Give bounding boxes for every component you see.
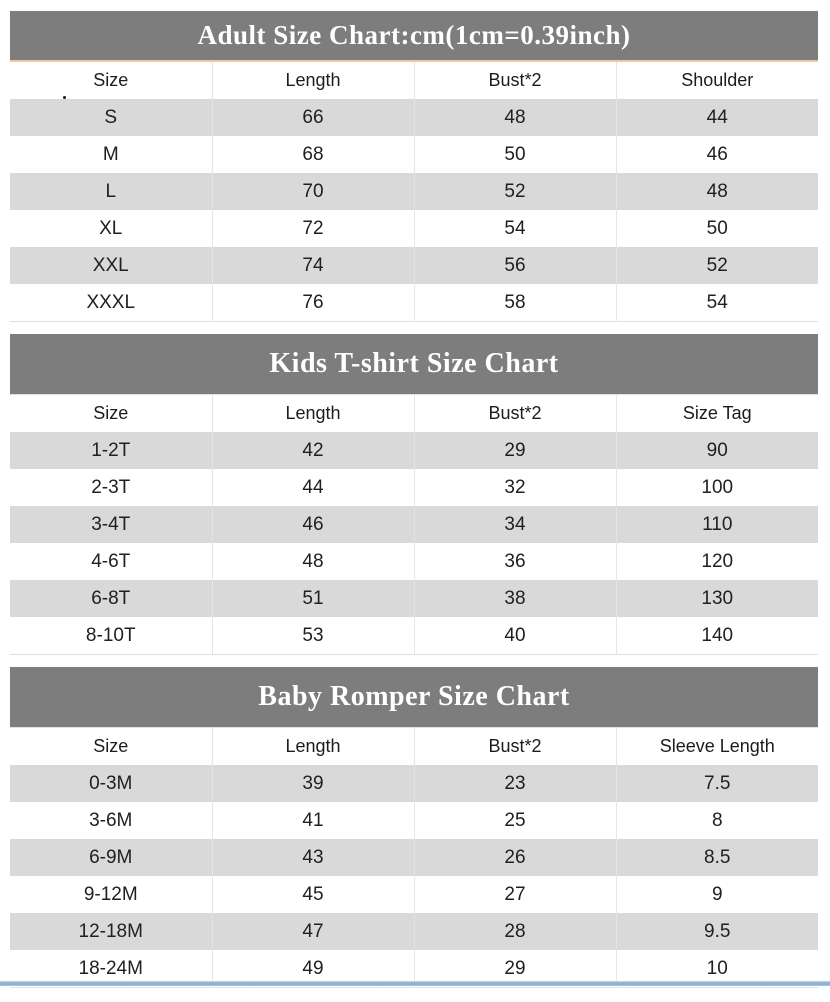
baby-size-table [10,667,818,988]
cell-size: XXL [10,247,212,284]
cell-sleeve-length: 7.5 [616,765,818,802]
cell-length: 44 [212,469,414,506]
kids-size-table [10,334,818,655]
cell-size: 6-9M [10,839,212,876]
column-header-length: Length [212,62,414,99]
cell-length: 51 [212,580,414,617]
table-row [10,839,818,876]
cell-bust: 52 [414,173,616,210]
column-header-sleeve-length: Sleeve Length [616,728,818,765]
cell-bust: 34 [414,506,616,543]
table-row [10,136,818,173]
cell-shoulder: 48 [616,173,818,210]
adult-header-row [10,62,818,99]
cell-bust: 28 [414,913,616,950]
cell-length: 49 [212,950,414,988]
column-header-shoulder: Shoulder [616,62,818,99]
cell-length: 53 [212,617,414,655]
column-header-length: Length [212,728,414,765]
stray-dot-artifact [63,96,66,99]
adult-table [10,62,818,322]
cell-bust: 27 [414,876,616,913]
cell-sleeve-length: 10 [616,950,818,988]
table-row [10,580,818,617]
cell-bust: 29 [414,950,616,988]
cell-bust: 48 [414,99,616,136]
cell-length: 47 [212,913,414,950]
cell-length: 46 [212,506,414,543]
cell-size: XXXL [10,284,212,322]
cell-size: 3-4T [10,506,212,543]
cell-size-tag: 90 [616,432,818,469]
cell-sleeve-length: 8 [616,802,818,839]
cell-size: 2-3T [10,469,212,506]
cell-shoulder: 46 [616,136,818,173]
cell-bust: 29 [414,432,616,469]
table-row [10,210,818,247]
cell-length: 39 [212,765,414,802]
table-row [10,617,818,655]
cell-size: S [10,99,212,136]
cell-sleeve-length: 8.5 [616,839,818,876]
adult-title-bar [10,11,818,62]
table-row [10,247,818,284]
cell-bust: 26 [414,839,616,876]
cell-bust: 36 [414,543,616,580]
cell-sleeve-length: 9.5 [616,913,818,950]
table-row [10,802,818,839]
cell-length: 70 [212,173,414,210]
baby-table-title: Baby Romper Size Chart [258,681,570,712]
baby-table [10,728,818,988]
table-row [10,284,818,322]
baby-header-row [10,728,818,765]
cell-bust: 54 [414,210,616,247]
table-row [10,913,818,950]
column-header-bust: Bust*2 [414,62,616,99]
cell-bust: 58 [414,284,616,322]
cell-length: 41 [212,802,414,839]
cell-size-tag: 100 [616,469,818,506]
kids-title-bar [10,334,818,395]
cell-shoulder: 44 [616,99,818,136]
cell-size: 6-8T [10,580,212,617]
table-row [10,876,818,913]
cell-bust: 25 [414,802,616,839]
bottom-accent-line [0,981,830,986]
cell-size: 0-3M [10,765,212,802]
table-row [10,765,818,802]
cell-length: 76 [212,284,414,322]
cell-size: 9-12M [10,876,212,913]
cell-length: 42 [212,432,414,469]
cell-sleeve-length: 9 [616,876,818,913]
cell-shoulder: 50 [616,210,818,247]
cell-length: 68 [212,136,414,173]
column-header-bust: Bust*2 [414,728,616,765]
cell-bust: 40 [414,617,616,655]
column-header-size: Size [10,62,212,99]
cell-bust: 50 [414,136,616,173]
column-header-size-tag: Size Tag [616,395,818,432]
cell-length: 72 [212,210,414,247]
cell-length: 43 [212,839,414,876]
cell-size: M [10,136,212,173]
column-header-size: Size [10,728,212,765]
baby-title-bar [10,667,818,728]
cell-shoulder: 54 [616,284,818,322]
cell-length: 66 [212,99,414,136]
table-row [10,432,818,469]
cell-size: 3-6M [10,802,212,839]
cell-size: 4-6T [10,543,212,580]
kids-table-title: Kids T-shirt Size Chart [269,348,559,379]
cell-size: XL [10,210,212,247]
cell-bust: 38 [414,580,616,617]
cell-bust: 56 [414,247,616,284]
cell-size-tag: 120 [616,543,818,580]
cell-size-tag: 130 [616,580,818,617]
cell-size: 8-10T [10,617,212,655]
column-header-bust: Bust*2 [414,395,616,432]
cell-size-tag: 140 [616,617,818,655]
cell-size: 12-18M [10,913,212,950]
column-header-size: Size [10,395,212,432]
cell-bust: 32 [414,469,616,506]
cell-length: 48 [212,543,414,580]
table-row [10,543,818,580]
table-row [10,506,818,543]
adult-table-title: Adult Size Chart:cm(1cm=0.39inch) [197,20,631,50]
cell-length: 45 [212,876,414,913]
cell-size: L [10,173,212,210]
adult-size-table [10,11,818,322]
cell-size: 1-2T [10,432,212,469]
kids-table [10,395,818,655]
cell-size-tag: 110 [616,506,818,543]
table-row [10,173,818,210]
cell-shoulder: 52 [616,247,818,284]
table-row [10,469,818,506]
cell-size: 18-24M [10,950,212,988]
kids-header-row [10,395,818,432]
table-row [10,99,818,136]
cell-length: 74 [212,247,414,284]
cell-bust: 23 [414,765,616,802]
column-header-length: Length [212,395,414,432]
